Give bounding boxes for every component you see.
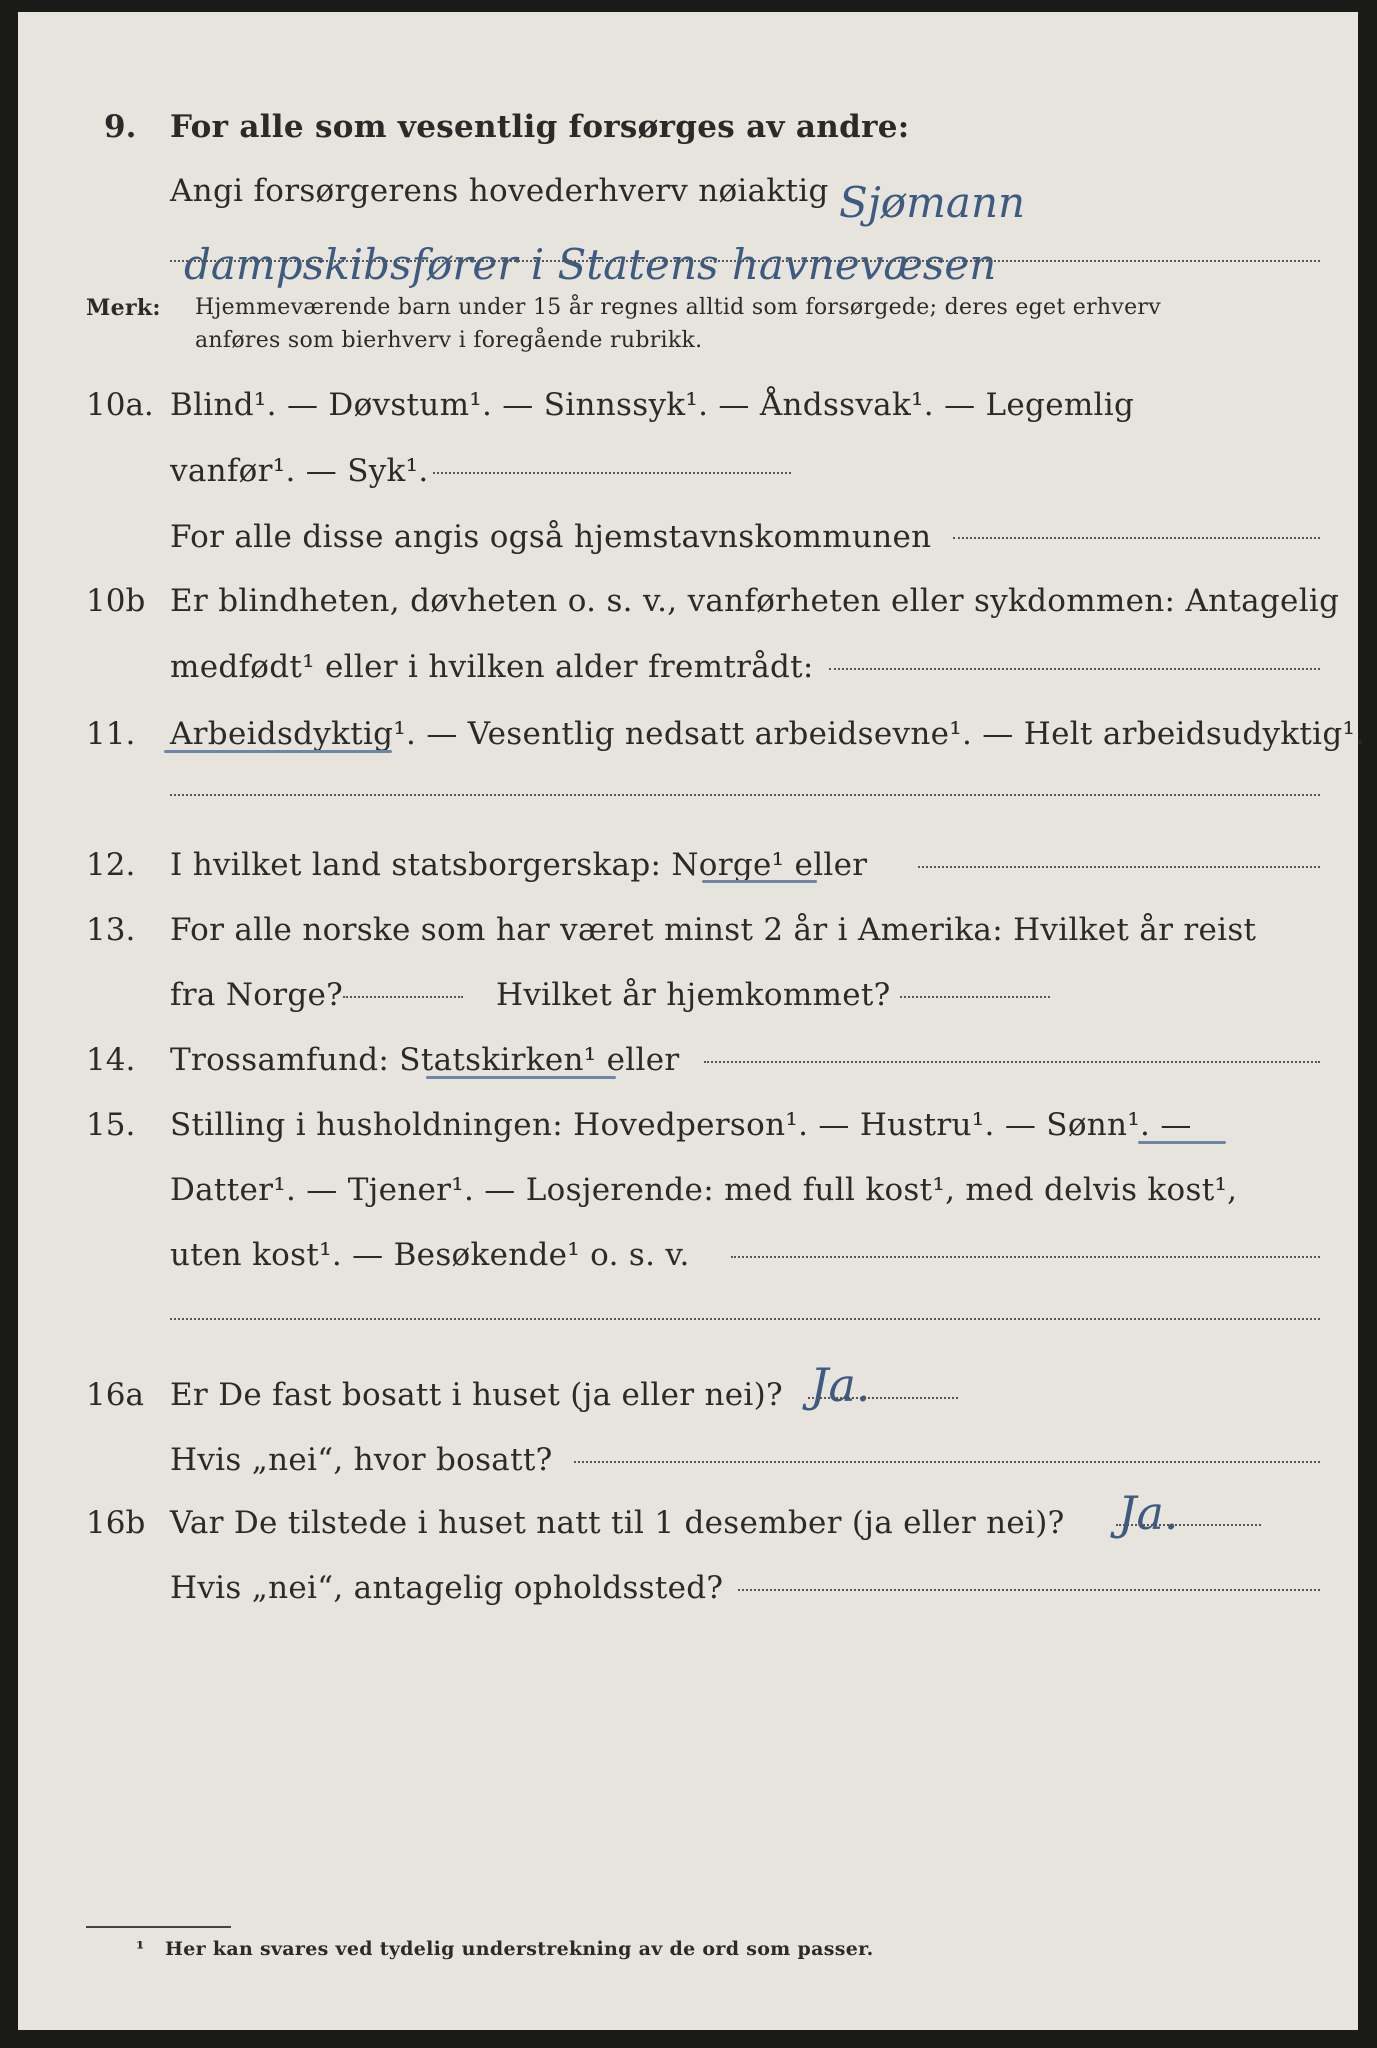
- q10b-line-1: Er blindheten, døvheten o. s. v., vanførheten eller sykdommen: Antagelig: [170, 583, 1340, 619]
- q10b-line-2: medfødt¹ eller i hvilken alder fremtrådt:: [170, 649, 814, 685]
- q9-handwritten-answer: Sjømann dampskibsfører i Statens havnevæsen: [184, 178, 1026, 289]
- q16a-answer-line: [808, 1397, 958, 1399]
- footnote-rule: [86, 1926, 231, 1928]
- footnote-mark: ¹: [136, 1938, 145, 1960]
- merk-label: Merk:: [86, 295, 161, 321]
- q16b-number: 16b: [86, 1505, 146, 1541]
- q13-number: 13.: [86, 912, 136, 948]
- merk-line-2: anføres som bierhverv i foregående rubrikk.: [195, 328, 703, 353]
- q13-hjemkommet-line: [900, 996, 1050, 998]
- q16a-line-1: Er De fast bosatt i huset (ja eller nei)?: [170, 1377, 783, 1413]
- q16b-answer-line: [1116, 1524, 1261, 1526]
- q16a-line-2: Hvis „nei“, hvor bosatt?: [170, 1442, 553, 1478]
- q9-prompt: Angi forsørgerens hovederhverv nøiaktig: [170, 173, 829, 209]
- q16a-handwritten-answer: Ja.: [810, 1358, 871, 1412]
- q11-number: 11.: [86, 716, 136, 752]
- q14-line-1: Trossamfund: Statskirken¹ eller: [170, 1042, 680, 1078]
- q13-reist-line: [343, 996, 463, 998]
- q15-underline-sonn: [1138, 1141, 1226, 1144]
- census-form-page: [18, 12, 1366, 2030]
- q10b-answer-line: [829, 668, 1320, 670]
- q15-answer-line-1: [731, 1256, 1320, 1258]
- q12-underline-norge: [702, 880, 817, 883]
- q9-answer-line: [170, 260, 1320, 262]
- q16a-number: 16a: [86, 1377, 144, 1413]
- q13-line-1: For alle norske som har været minst 2 år i Amerika: Hvilket år reist: [170, 912, 1257, 948]
- q10a-syk-line: [433, 472, 791, 474]
- q12-answer-line: [918, 866, 1320, 868]
- q15-line-1: Stilling i husholdningen: Hovedperson¹. — Hustru¹. — Sønn¹. —: [170, 1107, 1192, 1143]
- q15-number: 15.: [86, 1107, 136, 1143]
- q15-line-3: uten kost¹. — Besøkende¹ o. s. v.: [170, 1237, 690, 1273]
- q11-line-1: Arbeidsdyktig¹. — Vesentlig nedsatt arbeidsevne¹. — Helt arbeidsudyktig¹.: [170, 716, 1366, 752]
- q16b-line-1: Var De tilstede i huset natt til 1 desember (ja eller nei)?: [170, 1505, 1065, 1541]
- q15-line-2: Datter¹. — Tjener¹. — Losjerende: med full kost¹, med delvis kost¹,: [170, 1172, 1238, 1208]
- q11-answer-line: [170, 794, 1320, 796]
- q9-number: 9.: [104, 109, 137, 145]
- q16b-handwritten-answer: Ja.: [1118, 1486, 1179, 1540]
- q16a-bosatt-line: [574, 1461, 1320, 1463]
- q10b-number: 10b: [86, 583, 146, 619]
- q10a-line-2: vanfør¹. — Syk¹.: [170, 453, 429, 489]
- q14-number: 14.: [86, 1042, 136, 1078]
- q14-answer-line: [704, 1061, 1320, 1063]
- q10a-line-1: Blind¹. — Døvstum¹. — Sinnssyk¹. — Åndssvak¹. — Legemlig: [170, 387, 1135, 423]
- q12-number: 12.: [86, 847, 136, 883]
- q13-line-2b: Hvilket år hjemkommet?: [496, 977, 891, 1013]
- q14-underline-statskirken: [426, 1076, 616, 1079]
- q10a-line-3: For alle disse angis også hjemstavnskommunen: [170, 519, 932, 555]
- q9-heading: For alle som vesentlig forsørges av andre:: [170, 109, 910, 145]
- q16b-opholdssted-line: [738, 1589, 1320, 1591]
- q10a-number: 10a.: [86, 387, 154, 423]
- footnote-text: Her kan svares ved tydelig understrekning av de ord som passer.: [165, 1938, 874, 1960]
- q12-line-1: I hvilket land statsborgerskap: Norge¹ eller: [170, 847, 868, 883]
- q10a-kommune-line: [953, 537, 1320, 539]
- q15-answer-line-2: [170, 1318, 1320, 1320]
- q13-line-2a: fra Norge?: [170, 977, 344, 1013]
- merk-line-1: Hjemmeværende barn under 15 år regnes alltid som forsørgede; deres eget erhverv: [195, 295, 1161, 320]
- q11-underline-arbeidsdyktig: [164, 750, 392, 753]
- q16b-line-2: Hvis „nei“, antagelig opholdssted?: [170, 1570, 724, 1606]
